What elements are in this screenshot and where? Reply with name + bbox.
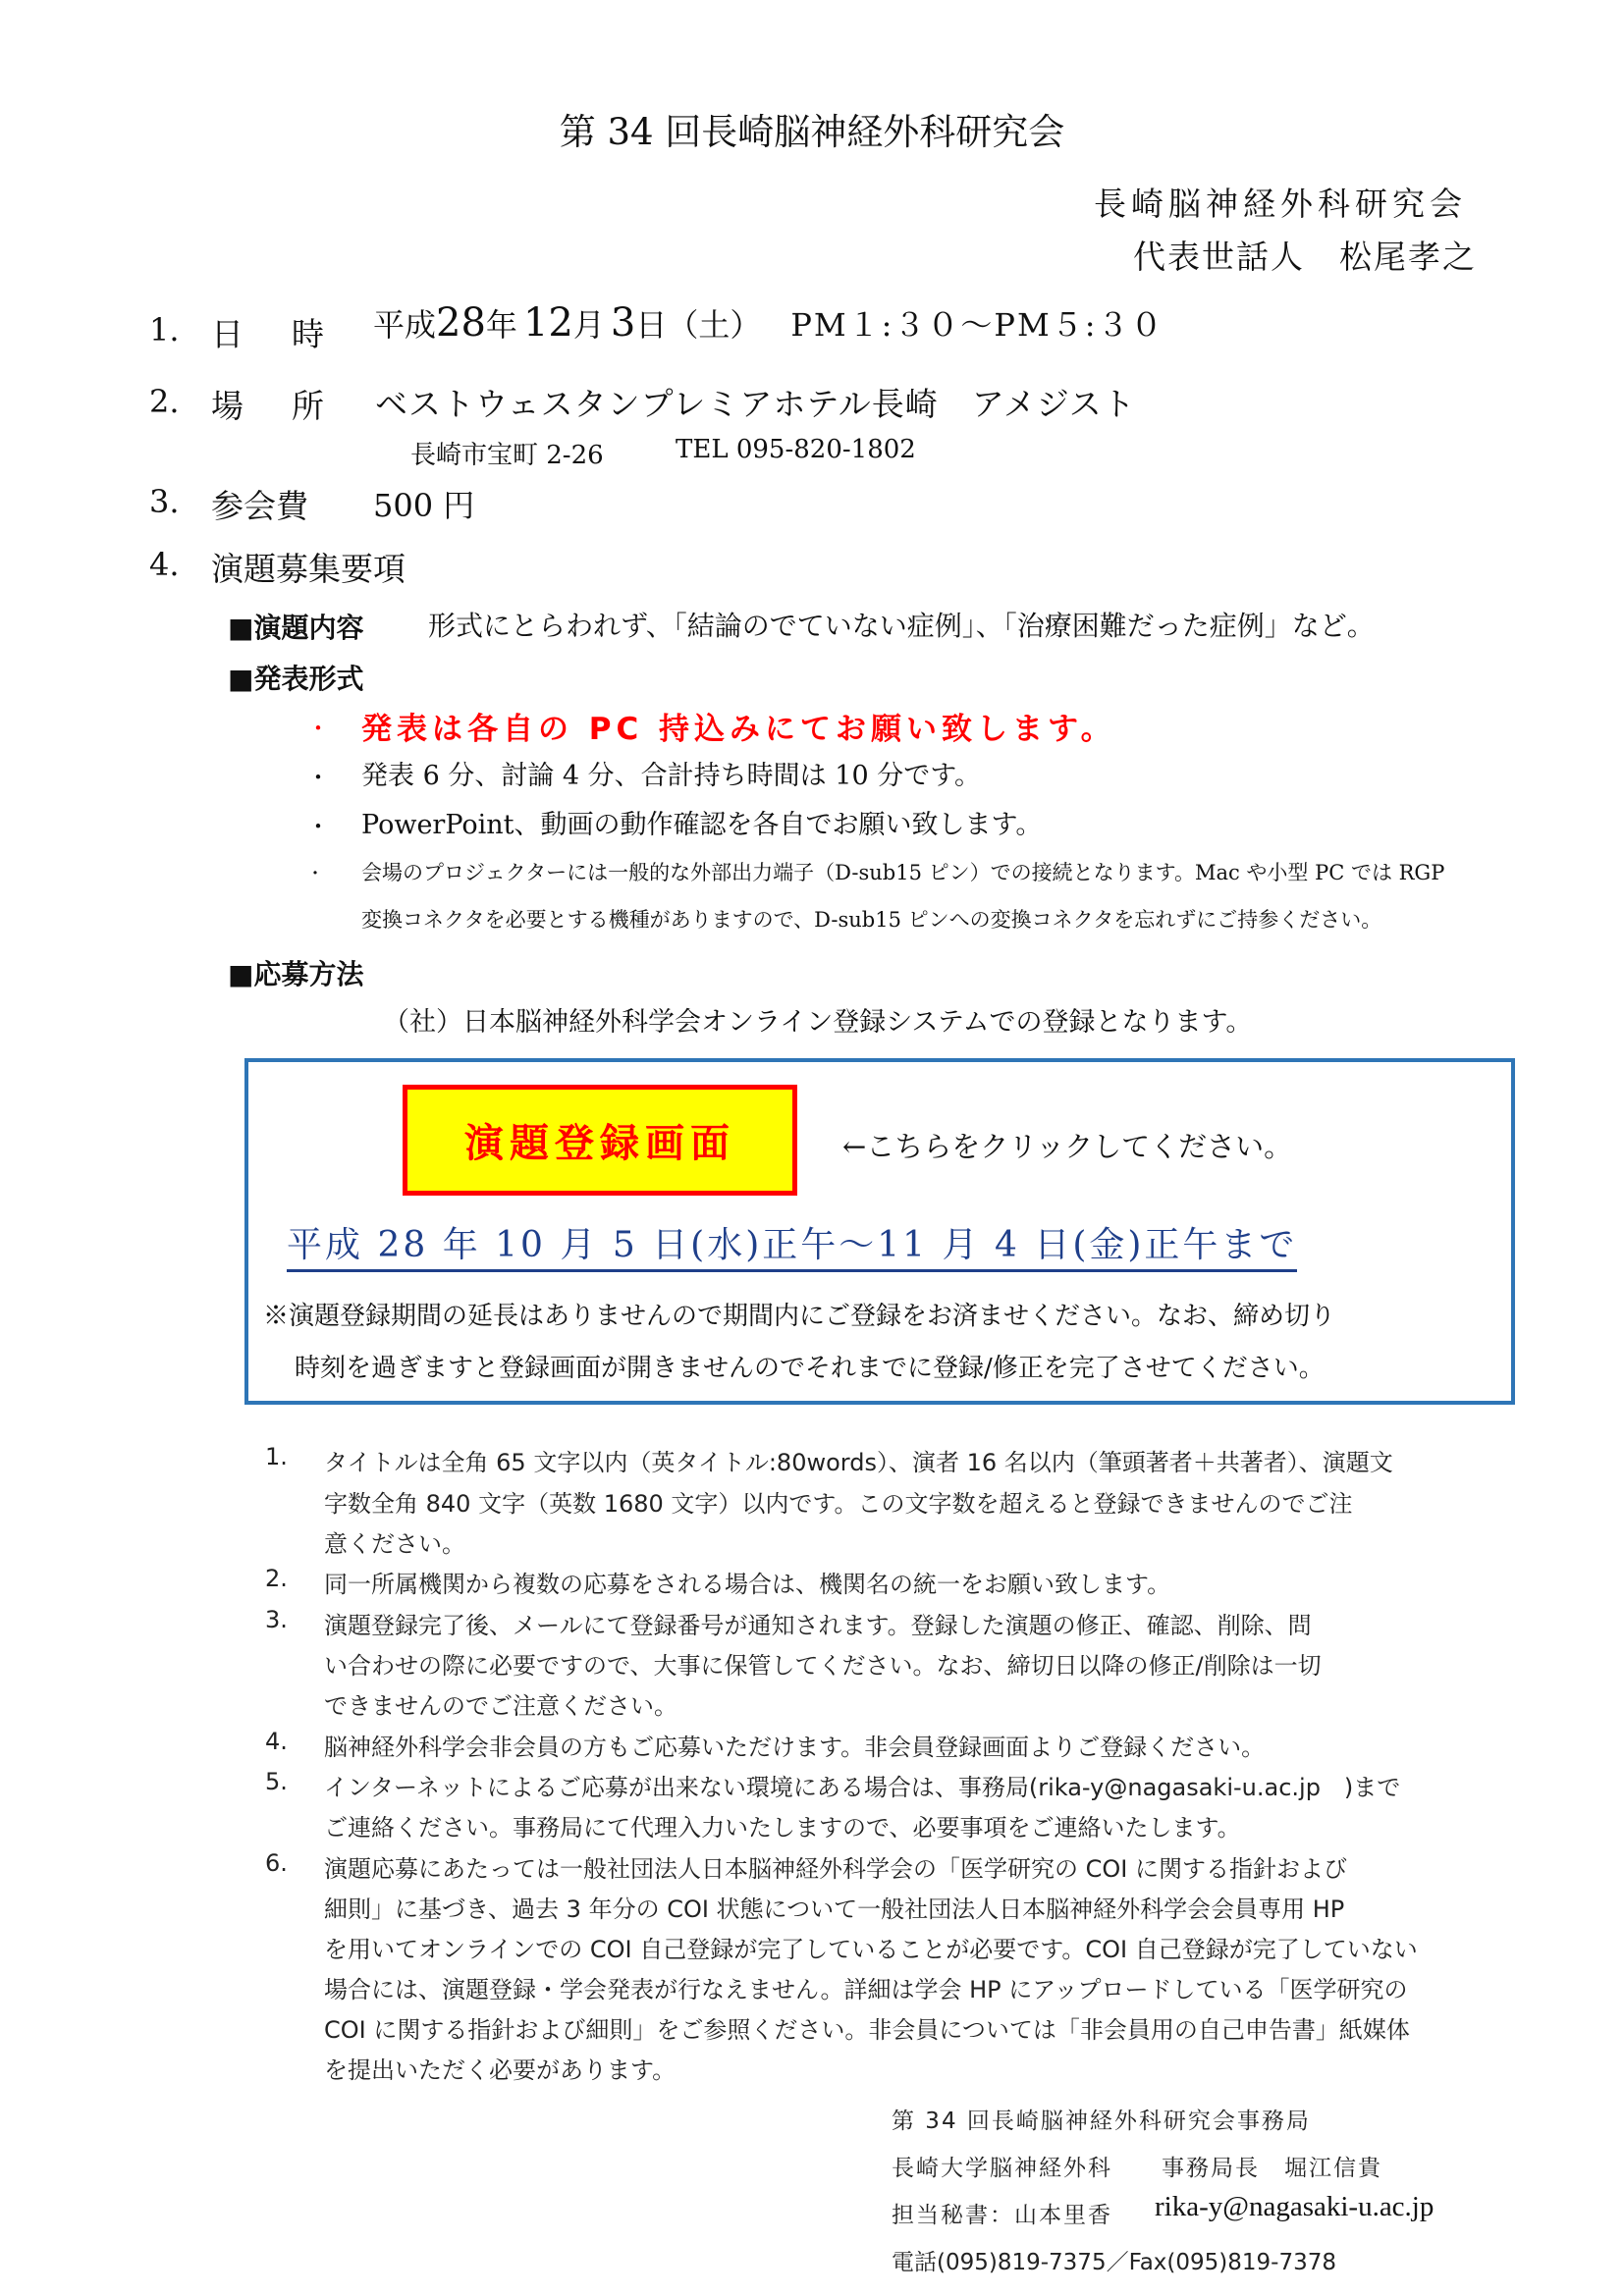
bullet-mark: ・ — [306, 715, 330, 742]
secretariat-name: 第 34 回長崎脳神経外科研究会事務局 — [892, 2109, 1311, 2134]
venue-address: 長崎市宝町 2-26 — [410, 441, 604, 470]
item-number: 1. — [149, 311, 180, 348]
footnote-line: を用いてオンラインでの COI 自己登録が完了していることが必要です。COI 自己登録が完了していない — [324, 1936, 1418, 1963]
bullet-projector-cont: 変換コネクタを必要とする機種がありますので、D-sub15 ピンへの変換コネクタを忘れずにご持参ください。 — [361, 908, 1382, 932]
section-content-label: ■演題内容 — [228, 612, 364, 644]
footnote-line: ご連絡ください。事務局にて代理入力いたしますので、必要事項をご連絡いたします。 — [324, 1814, 1241, 1842]
era: 平成 — [373, 306, 437, 344]
section-apply-text: （社）日本脳神経外科学会オンライン登録システムでの登録となります。 — [383, 1007, 1253, 1038]
footnote-line: 意ください。 — [324, 1530, 465, 1558]
bullet-mark: ・ — [306, 764, 330, 791]
footnote-line: できませんのでご注意ください。 — [324, 1692, 677, 1720]
secretariat-phone: 電話(095)819-7375／Fax(095)819-7378 — [892, 2250, 1336, 2275]
item-label: 演題募集要項 — [211, 550, 406, 588]
click-hint: ←こちらをクリックしてください。 — [842, 1130, 1293, 1163]
footnote-line: タイトルは全角 65 文字以内（英タイトル:80words）、演者 16 名以内（筆頭著者＋共著者）、演題文 — [324, 1449, 1393, 1476]
bullet-projector: 会場のプロジェクターには一般的な外部出力端子（D-sub15 ピン）での接続となります。Mac や小型 PC では RGP — [361, 861, 1445, 884]
bullet-time: 発表 6 分、討論 4 分、合計持ち時間は 10 分です。 — [361, 761, 982, 791]
footnote-line: 演題登録完了後、メールにて登録番号が通知されます。登録した演題の修正、確認、削除、問 — [324, 1612, 1312, 1639]
item-number: 2. — [149, 383, 180, 420]
month: 12 — [522, 300, 573, 346]
footnote-number: 1. — [265, 1443, 288, 1470]
register-abstract-button[interactable]: 演題登録画面 — [403, 1085, 797, 1196]
footnote-number: 6. — [265, 1849, 288, 1877]
bullet-mark: ・ — [306, 813, 330, 840]
bullet-mark: ・ — [306, 864, 324, 884]
footnote-line: 字数全角 840 文字（英数 1680 文字）以内です。この文字数を超えると登録できませんのでご注 — [324, 1490, 1353, 1518]
footnote-line: い合わせの際に必要ですので、大事に保管してください。なお、締切日以降の修正/削除は一切 — [324, 1652, 1322, 1680]
venue-name: ベストウェスタンプレミアホテル長崎 アメジスト — [375, 385, 1136, 423]
footnote-number: 4. — [265, 1728, 288, 1755]
secretariat-contact: 担当秘書：山本里香 — [892, 2203, 1112, 2228]
footnote-number: 3. — [265, 1606, 288, 1633]
section-format-label: ■発表形式 — [228, 663, 364, 695]
footnote-line: 場合には、演題登録・学会発表が行なえません。詳細は学会 HP にアップロードしている「医学研究の — [324, 1976, 1408, 2003]
item-label: 参会費 — [211, 487, 308, 525]
time-range: PM１:３０～PM５:３０ — [790, 306, 1164, 344]
footnote-line: 演題応募にあたっては一般社団法人日本脳神経外科学会の「医学研究の COI に関する指針および — [324, 1855, 1347, 1883]
section-apply-label: ■応募方法 — [228, 958, 364, 990]
footnote-number: 2. — [265, 1565, 288, 1592]
venue-tel: TEL 095-820-1802 — [676, 435, 916, 464]
section-content-text: 形式にとらわれず、「結論のでていない症例」、「治療困難だった症例」など。 — [428, 610, 1375, 642]
item-number: 4. — [149, 546, 180, 583]
bullet-check: PowerPoint、動画の動作確認を各自でお願い致します。 — [361, 810, 1043, 840]
bullet-bring-pc: 発表は各自の PC 持込みにてお願い致します。 — [361, 712, 1116, 747]
year: 28 — [436, 300, 486, 346]
year-unit: 年 — [485, 306, 517, 344]
datetime-value — [373, 300, 1164, 346]
day-unit: 日 — [635, 306, 668, 344]
footnote-line: 脳神経外科学会非会員の方もご応募いただけます。非会員登録画面よりご登録ください。 — [324, 1734, 1266, 1761]
day: 3 — [610, 300, 636, 346]
item-number: 3. — [149, 483, 180, 520]
footnote-number: 5. — [265, 1768, 288, 1795]
month-unit: 月 — [572, 306, 605, 344]
footnote-line: インターネットによるご応募が出来ない環境にある場合は、事務局(rika-y@nagasaki-u.ac.jp )まで — [324, 1774, 1401, 1801]
secretariat-dept: 長崎大学脳神経外科 事務局長 堀江信貴 — [892, 2156, 1382, 2181]
representative: 代表世話人 松尾孝之 — [1133, 238, 1477, 276]
footnote-line: 同一所属機関から複数の応募をされる場合は、機関名の統一をお願い致します。 — [324, 1571, 1171, 1598]
item-label: 場 所 — [211, 387, 332, 425]
footnote-line: 細則」に基づき、過去 3 年分の COI 状態について一般社団法人日本脳神経外科学会会員専用 HP — [324, 1896, 1345, 1923]
footnote-line: を提出いただく必要があります。 — [324, 2056, 677, 2084]
page-title: 第 34 回長崎脳神経外科研究会 — [559, 111, 1065, 153]
registration-note-2: 時刻を過ぎますと登録画面が開きませんのでそれまでに登録/修正を完了させてください。 — [295, 1354, 1325, 1383]
registration-period: 平成 28 年 10 月 5 日(水)正午～11 月 4 日(金)正午まで — [287, 1217, 1297, 1272]
item-label: 日 時 — [211, 315, 332, 353]
footnote-line: COI に関する指針および細則」をご参照ください。非会員については「非会員用の自己申告書」紙媒体 — [324, 2016, 1410, 2044]
weekday: （土） — [667, 306, 762, 344]
registration-note-1: ※演題登録期間の延長はありませんので期間内にご登録をお済ませください。なお、締め切り — [263, 1302, 1336, 1331]
secretariat-email-link[interactable]: rika-y@nagasaki-u.ac.jp — [1155, 2191, 1435, 2222]
fee-value: 500 円 — [373, 487, 475, 524]
organizer: 長崎脳神経外科研究会 — [1094, 185, 1467, 223]
